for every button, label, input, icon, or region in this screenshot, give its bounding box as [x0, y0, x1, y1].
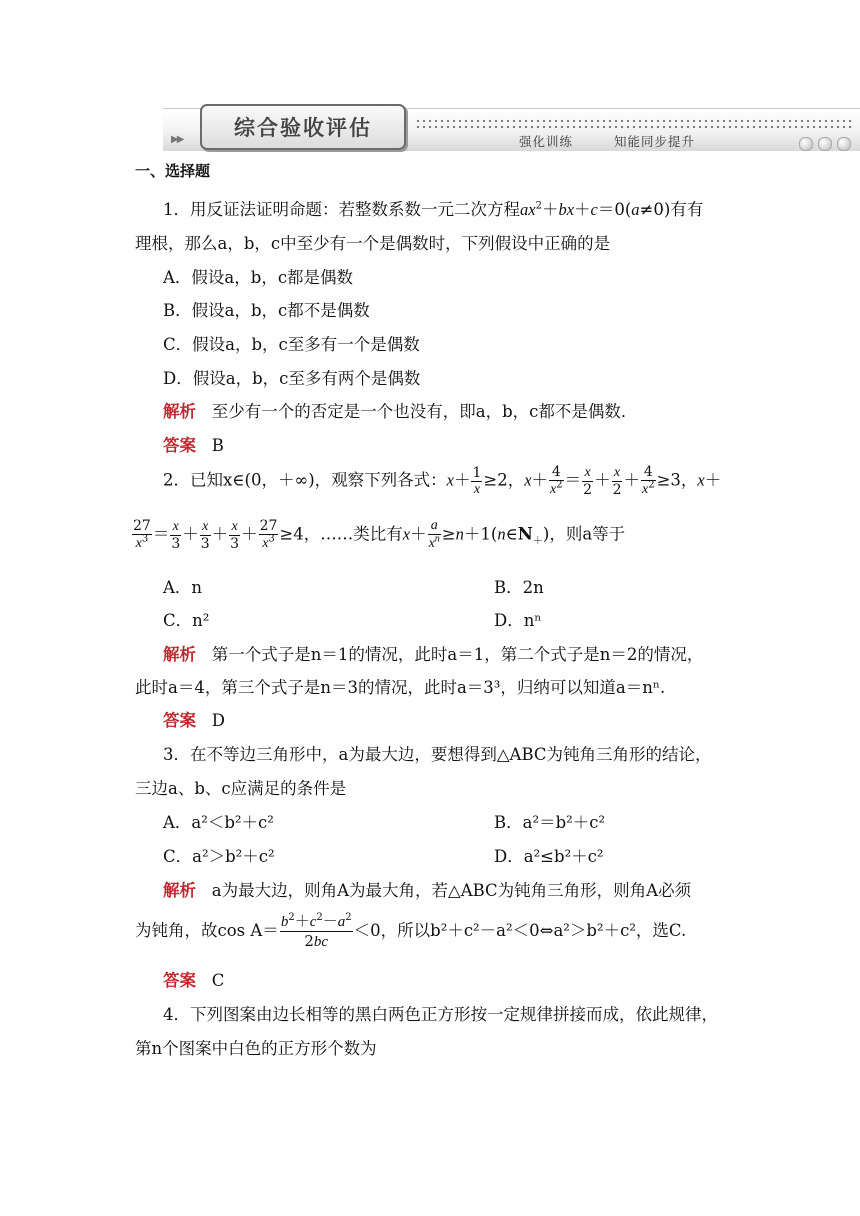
q1-stem-b: 有有 — [670, 200, 704, 219]
q2-answer-value: D — [211, 711, 225, 730]
q2-option-a: A．n — [163, 578, 203, 597]
banner-subtitle-2: 知能同步提升 — [614, 134, 696, 149]
circle-icon — [799, 137, 813, 151]
q4-stem-line2: 第n个图案中白色的正方形个数为 — [135, 1039, 377, 1058]
q3-analysis-text2b: ＜0，所以b²＋c²－a²＜0⇔a²＞b²＋c²，选C. — [353, 921, 687, 940]
q1-stem-line1: 1．用反证法证明命题：若整数系数一元二次方程$ax^2+bx+c=0(a\ne 0)$有有 — [163, 200, 704, 219]
analysis-label: 解析 — [163, 402, 196, 421]
banner-title: 综合验收评估 — [234, 116, 372, 140]
section-title: 一、选择题 — [135, 162, 211, 180]
decorative-circles — [799, 136, 856, 155]
q3-option-c: C．a²＞b²＋c² — [163, 847, 275, 866]
q2-stem-b: ……类比有 — [320, 524, 403, 544]
q2-analysis-text1: 第一个式子是n＝1的情况，此时a＝1，第二个式子是n＝2的情况， — [211, 645, 704, 664]
q1-analysis — [163, 398, 637, 422]
q2-answer — [163, 707, 225, 731]
circle-icon — [837, 137, 851, 151]
q1-stem-a: 1．用反证法证明命题：若整数系数一元二次方程 — [163, 200, 520, 219]
banner-subtitle-1: 强化训练 — [519, 134, 574, 149]
q1-answer — [163, 432, 224, 456]
q1-option-b: B．假设a，b，c都不是偶数 — [163, 301, 370, 320]
q1-stem-line2: 理根，那么a，b，c中至少有一个是偶数时，下列假设中正确的是 — [135, 234, 611, 253]
q3-option-d: D．a²≤b²＋c² — [494, 847, 604, 866]
q3-option-b: B．a²＝b²＋c² — [494, 813, 606, 832]
q1-option-d: D．假设a，b，c至多有两个是偶数 — [163, 369, 421, 388]
q2-stem-line1: 2．已知x∈(0，＋∞)，观察下列各式：x＋ $\frac{1}{x}$ ≥2，x＋ $\frac{4}{x^2}$ ＝ $\frac{x}{2}$ ＋ $\frac{x}{2}$ ＋ $\frac{4}{x^2}$ ≥3，x＋ — [163, 464, 722, 498]
dotted-pattern — [415, 118, 855, 130]
q3-answer — [163, 967, 224, 991]
answer-label: 答案 — [163, 436, 196, 455]
q1-answer-value: B — [211, 436, 224, 455]
banner-title-box — [200, 104, 406, 150]
q3-stem-line2: 三边a、b、c应满足的条件是 — [135, 779, 347, 798]
q2-option-d: D．nⁿ — [494, 611, 542, 630]
q3-analysis-line2: 为钝角，故cos A＝ $\frac{b^2+c^2-a^2}{2bc}$ ＜0，所以b²＋c²－a²＜0⇔a²＞b²＋c²，选C. — [135, 912, 687, 950]
q2-option-c: C．n² — [163, 611, 210, 630]
q3-analysis-text1: a为最大边，则角A为最大角，若△ABC为钝角三角形，则角A必须 — [211, 881, 692, 900]
answer-label: 答案 — [163, 711, 196, 730]
q4-stem-line1: 4．下列图案由边长相等的黑白两色正方形按一定规律拼接而成，依此规律， — [163, 1005, 718, 1024]
q3-analysis-line1 — [163, 877, 691, 901]
q1-analysis-text: 至少有一个的否定是一个也没有，即a，b，c都不是偶数． — [211, 402, 638, 421]
circle-icon — [818, 137, 832, 151]
q3-option-a: A．a²＜b²＋c² — [163, 813, 274, 832]
answer-label: 答案 — [163, 971, 196, 990]
analysis-label: 解析 — [163, 645, 196, 664]
q1-option-a: A．假设a，b，c都是偶数 — [163, 268, 354, 287]
q2-stem-a: 2．已知x∈(0，＋∞)，观察下列各式： — [163, 470, 447, 490]
q1-option-c: C．假设a，b，c至多有一个是偶数 — [163, 335, 420, 354]
q3-analysis-text2a: 为钝角，故cos A＝ — [135, 921, 279, 940]
q3-answer-value: C — [211, 971, 225, 990]
q3-stem-line1: 3．在不等边三角形中，a为最大边，要想得到△ABC为钝角三角形的结论， — [163, 745, 712, 764]
q2-stem-c: ，则a等于 — [549, 524, 626, 544]
q2-analysis-line1 — [163, 641, 703, 665]
double-arrow-icon: ▶▶ — [171, 134, 183, 145]
q2-stem-line2: $\frac{27}{x^3}$ ＝ $\frac{x}{3}$ ＋ $\frac{x}{3}$ ＋ $\frac{x}{3}$ ＋ $\frac{27}{x^3}$ ≥4，……类比有x＋ $\frac{a}{x^n}$ $\ge n+1(n\in N_+)$，则a等于 — [133, 518, 626, 552]
header-banner — [163, 104, 860, 150]
analysis-label: 解析 — [163, 881, 196, 900]
q2-analysis-line2: 此时a＝4，第三个式子是n＝3的情况，此时a＝3³，归纳可以知道a＝nⁿ. — [135, 678, 666, 697]
q2-option-b: B．2n — [494, 578, 544, 597]
